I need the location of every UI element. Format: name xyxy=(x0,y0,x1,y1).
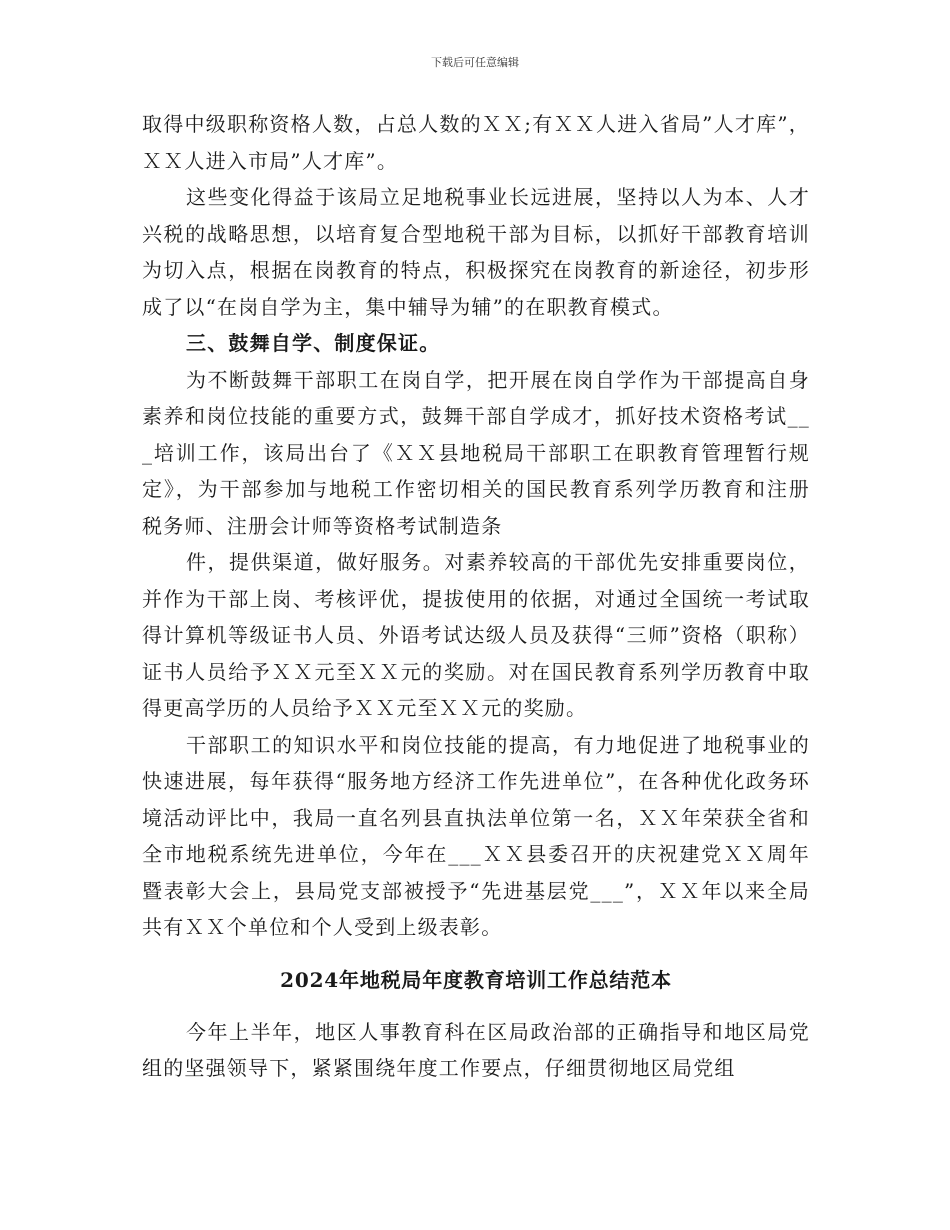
paragraph-changes: 这些变化得益于该局立足地税事业长远进展，坚持以人为本、人才兴税的战略思想，以培育复合型地税干部为目标，以抓好干部教育培训为切入点，根据在岗教育的特点，积极探究在岗教育的新途径，初步形成了以“在岗自学为主，集中辅导为辅”的在职教育模式。 xyxy=(142,185,810,319)
paragraph-rewards: 件，提供渠道，做好服务。对素养较高的干部优先安排重要岗位，并作为干部上岗、考核评优，提拔使用的依据，对通过全国统一考试取得计算机等级证书人员、外语考试达级人员及获得“三师”资格（职称）证书人员给予ＸＸ元至ＸＸ元的奖励。对在国民教育系列学历教育中取得更高学历的人员给予ＸＸ元至ＸＸ元的奖励。 xyxy=(142,550,810,720)
paragraph-continuation: 取得中级职称资格人数，占总人数的ＸＸ;有ＸＸ人进入省局”人才库”，ＸＸ人进入市局”人才库”。 xyxy=(142,112,810,173)
page-header: 下载后可任意编辑 xyxy=(431,56,519,69)
paragraph-intro: 今年上半年，地区人事教育科在区局政治部的正确指导和地区局党组的坚强领导下，紧紧围绕年度工作要点，仔细贯彻地区局党组 xyxy=(142,1019,810,1080)
document-body xyxy=(142,106,810,1087)
section-heading: 三、鼓舞自学、制度保证。 xyxy=(186,331,441,355)
document-title: 2024年地税局年度教育培训工作总结范本 xyxy=(280,967,672,992)
paragraph-self-study: 为不断鼓舞干部职工在岗自学，把开展在岗自学作为干部提高自身素养和岗位技能的重要方式，鼓舞干部自学成才，抓好技术资格考试___培训工作，该局出台了《ＸＸ县地税局干部职工在职教育管理暂行规定》，为干部参加与地税工作密切相关的国民教育系列学历教育和注册税务师、注册会计师等资格考试制造条 xyxy=(142,367,810,538)
paragraph-achievements: 干部职工的知识水平和岗位技能的提高，有力地促进了地税事业的快速进展，每年获得“服务地方经济工作先进单位”，在各种优化政务环境活动评比中，我局一直名列县直执法单位第一名，ＸＸ年荣获全省和全市地税系统先进单位，今年在___ＸＸ县委召开的庆祝建党ＸＸ周年暨表彰大会上，县局党支部被授予“先进基层党___”，ＸＸ年以来全局共有ＸＸ个单位和个人受到上级表彰。 xyxy=(142,732,810,939)
